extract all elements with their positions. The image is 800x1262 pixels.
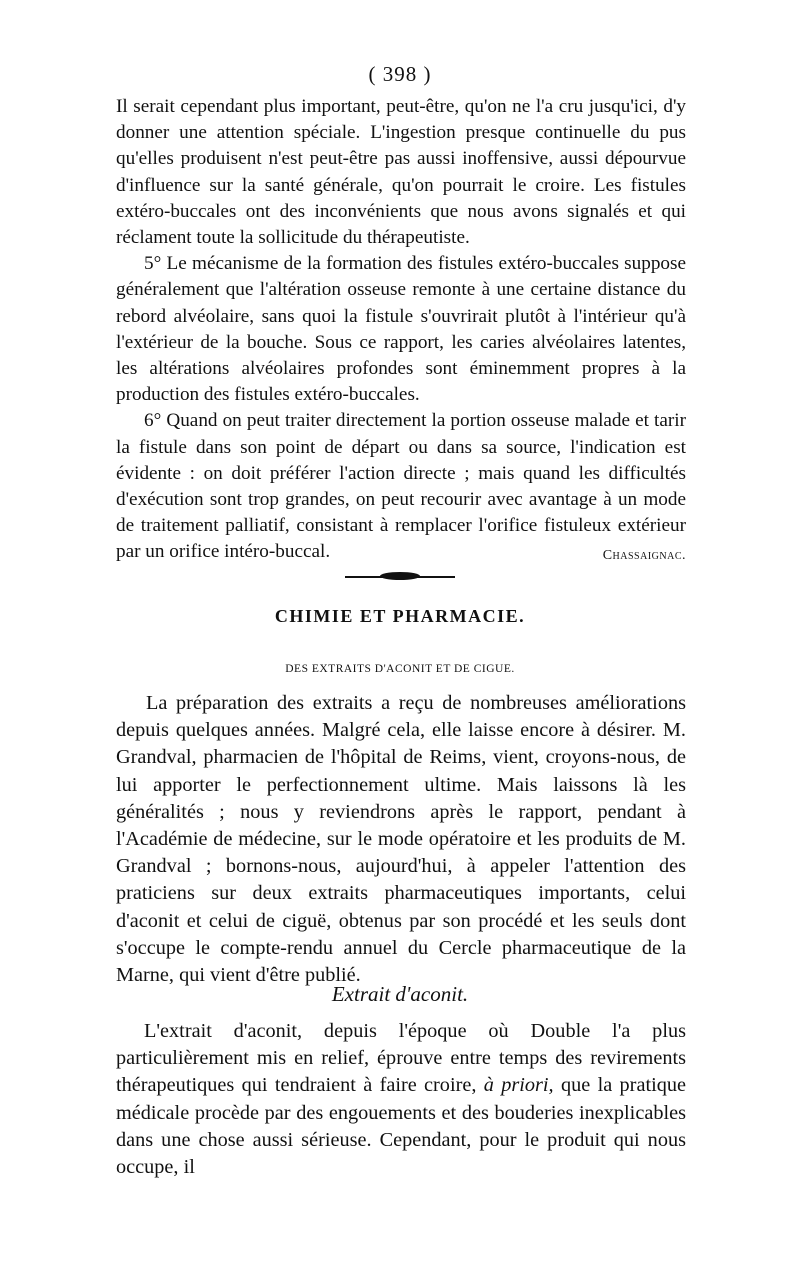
paragraph-last <box>116 408 686 565</box>
page-number: ( 398 ) <box>368 62 432 86</box>
previous-article-text <box>116 94 686 570</box>
paragraph: 5° Le mécanisme de la formation des fistules extéro-buccales suppose généralement que l'altération osseuse remonte à une certaine distance du rebord alvéolaire, sans quoi la fistule s'ouvrirait plutôt à l'intérieur qu'à l'extérieur de la bouche. Sous ce rapport, les caries alvéolaires latentes, les altérations alvéolaires profondes sont éminemment propres à la production des fistules extéro-buccales. <box>116 253 686 406</box>
article-title: DES EXTRAITS D'ACONIT ET DE CIGUE. <box>285 663 515 675</box>
body-paragraph <box>116 1018 686 1181</box>
intro-paragraph: La préparation des extraits a reçu de nombreuses améliorations depuis quelques années. Malgré cela, elle laisse encore à désirer. M. Grandval, pharmacien de l'hôpital de Reims, vient, croyons-nous, de lui apporter le perfectionnement ultime. Mais laissons là les généralités ; nous y reviendrons après le rapport, pendant à l'Académie de médecine, sur le mode opératoire et les produits de M. Grandval ; bornons-nous, aujourd'hui, à appeler l'attention des praticiens sur deux extraits pharmaceutiques importants, celui d'aconit et celui de ciguë, obtenus par son procédé et les seuls dont s'occupe le compte-rendu annuel du Cercle pharmaceutique de la Marne, qui vient d'être publié. <box>116 692 686 987</box>
paragraph: Il serait cependant plus important, peut-être, qu'on ne l'a cru jusqu'ici, d'y donner une attention spéciale. L'ingestion presque continuelle du pus qu'elles produisent n'est peut-être pas aussi inoffensive, aussi dépourvue d'influence sur la santé générale, qu'on pourrait le croire. Les fistules extéro-buccales ont des inconvénients que nous avons signalés et qui réclament toute la sollicitude du thérapeutiste. <box>116 96 686 249</box>
article-body <box>116 1018 686 1181</box>
paragraph-text: 6° Quand on peut traiter directement la portion osseuse malade et tarir la fistule dans son point de départ ou dans sa source, l'indication est évidente : on doit préférer l'action directe ; mais quand les difficultés d'exécution sont trop grandes, on peut recourir avec avantage à un mode de traitement palliatif, consistant à remplacer l'orifice fistuleux extérieur par un orifice intéro-buccal. <box>116 410 686 563</box>
section-title: CHIMIE ET PHARMACIE. <box>274 606 526 626</box>
body-text-continued: que la pratique médicale procède par des engouements et des bouderies inexplicables dans une chose aussi sérieuse. Cependant, pour le produit qui nous occupe, il <box>116 1074 686 1179</box>
subheading: Extrait d'aconit. <box>331 982 469 1006</box>
body-text: L'extrait d'aconit, depuis l'époque où Double l'a plus particulièrement mis en relief, éprouve entre temps des revirements thérapeutiques qui tendraient à faire croire, <box>116 1020 686 1097</box>
divider-ornament <box>380 572 420 580</box>
italic-phrase: à priori, <box>483 1074 554 1097</box>
author-signature: Chassaignac. <box>602 548 686 564</box>
article-intro <box>116 690 686 989</box>
